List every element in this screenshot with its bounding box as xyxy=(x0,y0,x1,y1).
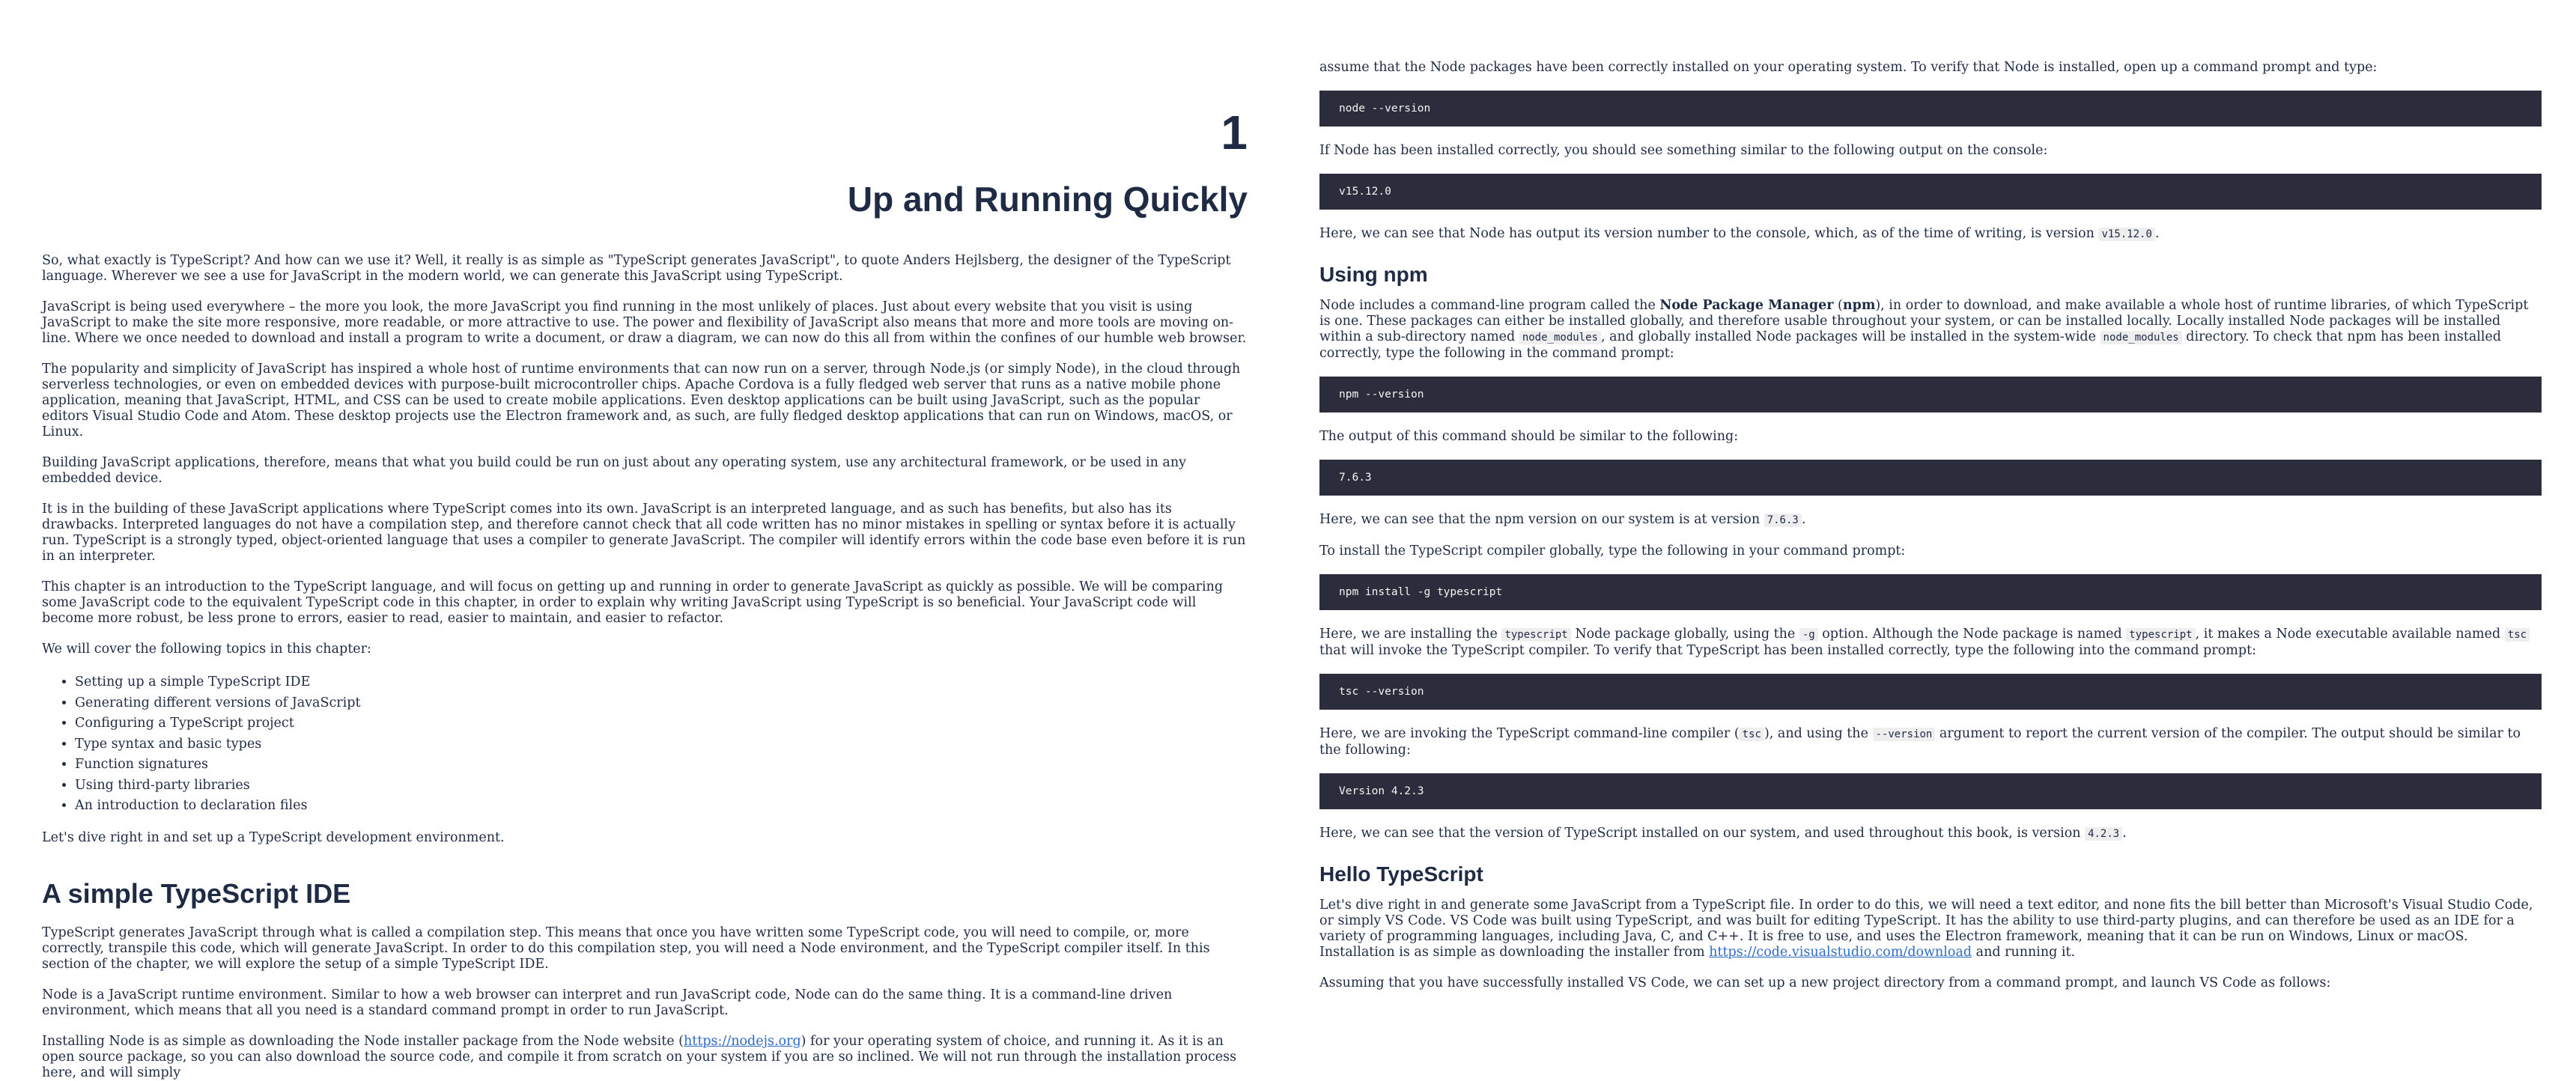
inline-code: 7.6.3 xyxy=(1764,514,1802,527)
intro-paragraph: Building JavaScript applications, therefore, means that what you build could be run on just about any operating system, use any architectural framework, or be used in any embedded device. xyxy=(42,455,1186,486)
code-block: v15.12.0 xyxy=(1319,174,2542,210)
section-paragraph: Node is a JavaScript runtime environment. Similar to how a web browser can interpret and run JavaScript code, Node can do the same thing. It is a command-line driven environment, which means that all you need is a standard command prompt in order to run JavaScript. xyxy=(42,987,1173,1018)
inline-code: tsc xyxy=(1740,728,1764,741)
paragraph: Let's dive right in and generate some JavaScript from a TypeScript file. In order to do this, we will need a text editor, and none fits the bill better than Microsoft's Visual Studio Code, or simply VS Code. VS Code was built using TypeScript, and was built for editing TypeScript. It has the ability to use third-party plugins, and can therefore be used as an IDE for a variety of programming languages, including Java, C, and C++. It is free to use, and uses the Electron framework, meaning that it can be run on Windows, Linux or macOS. Installation is as simple as downloading the installer from https://code.visualstudio.com/download and running it. xyxy=(1319,898,2533,960)
code-block: node --version xyxy=(1319,91,2542,127)
intro-paragraph: This chapter is an introduction to the TypeScript language, and will focus on getting up and running in order to generate JavaScript as quickly as possible. We will be comparing some JavaScript code to the equivalent TypeScript code in this chapter, in order to explain why writing JavaScript using TypeScript is so beneficial. Your JavaScript code will become more robust, be less prone to errors, easier to read, easier to maintain, and easier to refactor. xyxy=(42,579,1224,626)
paragraph: To install the TypeScript compiler globally, type the following in your command prompt: xyxy=(1319,543,1906,558)
inline-code: --version xyxy=(1873,728,1936,741)
section-paragraph: TypeScript generates JavaScript through what is called a compilation step. This means that once you have written some TypeScript code, you will need to compile, or, more correctly, transpile this code, which will generate JavaScript. In order to do this compilation step, you will need a Node environment, and the TypeScript compiler itself. In this section of the chapter, we will explore the setup of a simple TypeScript IDE. xyxy=(42,925,1210,972)
vscode-download-link[interactable]: https://code.visualstudio.com/download xyxy=(1709,945,1972,960)
list-item: • Using third-party libraries xyxy=(75,776,1248,797)
intro-paragraph: JavaScript is being used everywhere – the more you look, the more JavaScript you find running in the most unlikely of places. Just about every website that you visit is using JavaScript to make the site more responsive, more readable, or more attractive to use. The power and flexibility of JavaScript also means that more and more tools are moving on-line. Where we once needed to download and install a program to write a document, or draw a diagram, we can now do this all from within the confines of our humble web browser. xyxy=(42,299,1247,346)
list-item: • An introduction to declaration files xyxy=(75,796,1248,817)
topics-lead: We will cover the following topics in this chapter: xyxy=(42,642,371,657)
paragraph: Here, we are installing the typescript Node package globally, using the -g option. Although the Node package is named typescript , it makes a Node executable available named tsc that will invoke the TypeScript compiler. To verify that TypeScript has been installed correctly, type the following into the command prompt: xyxy=(1319,627,2542,659)
paragraph: Assuming that you have successfully installed VS Code, we can set up a new project directory from a command prompt, and launch VS Code as follows: xyxy=(1319,975,2331,990)
code-block: tsc --version xyxy=(1319,674,2542,710)
section-paragraph: Installing Node is as simple as downloading the Node installer package from the Node website (https://nodejs.org) for your operating system of choice, and running it. As it is an open source package, so you can also download the source code, and compile it from scratch on your system if you are so inclined. We will not run through the installation process here, and will simply xyxy=(42,1033,1237,1080)
paragraph: Here, we are invoking the TypeScript command-line compiler ( tsc ), and using the --version argument to report the current version of the compiler. The output should be similar to the following: xyxy=(1319,726,2521,758)
inline-code: typescript xyxy=(2126,628,2195,642)
code-block: 7.6.3 xyxy=(1319,460,2542,496)
list-item: • Configuring a TypeScript project xyxy=(75,713,1248,734)
chapter-number: 1 xyxy=(1221,106,1248,159)
intro-paragraph: So, what exactly is TypeScript? And how can we use it? Well, it really is as simple as "TypeScript generates JavaScript", to quote Anders Hejlsberg, the designer of the TypeScript language. Wherever we see a use for JavaScript in the modern world, we can generate this JavaScript using TypeScript. xyxy=(42,253,1231,284)
inline-code: tsc xyxy=(2505,628,2530,642)
paragraph: Node includes a command-line program called the Node Package Manager (npm), in order to download, and make available a whole host of runtime libraries, of which TypeScript is one. These packages can either be installed globally, and therefore usable throughout your system, or can be installed locally. Locally installed Node packages will be installed within a sub-directory named node_modules , and globally installed Node packages will be installed in the system-wide node_modules directory. To check that npm has been installed correctly, type the following in the command prompt: xyxy=(1319,298,2529,361)
paragraph: Here, we can see that the version of TypeScript installed on our system, and used throughout this book, is version 4.2.3 . xyxy=(1319,826,2127,841)
inline-code: typescript xyxy=(1501,628,1570,642)
nodejs-link[interactable]: https://nodejs.org xyxy=(684,1033,801,1049)
section-heading: A simple TypeScript IDE xyxy=(42,877,351,909)
topics-list xyxy=(42,672,1248,817)
code-block: npm --version xyxy=(1319,377,2542,412)
paragraph: If Node has been installed correctly, you should see something similar to the following output on the console: xyxy=(1319,143,2048,158)
chapter-title: Up and Running Quickly xyxy=(847,180,1248,219)
list-item: • Type syntax and basic types xyxy=(75,734,1248,755)
paragraph: Here, we can see that Node has output its version number to the console, which, as of the time of writing, is version v15.12.0 . xyxy=(1319,226,2160,241)
inline-code: v15.12.0 xyxy=(2098,228,2154,241)
paragraph: assume that the Node packages have been correctly installed on your operating system. To verify that Node is installed, open up a command prompt and type: xyxy=(1319,60,2378,75)
intro-paragraph: It is in the building of these JavaScript applications where TypeScript comes into its own. JavaScript is an interpreted language, and as such has benefits, but also has its drawbacks. Interpreted languages do not have a compilation step, and therefore cannot check that all code written has no minor mistakes in spelling or syntax before it is actually run. TypeScript is a strongly typed, object-oriented language that uses a compiler to generate JavaScript. The compiler will identify errors within the code base even before it is run in an interpreter. xyxy=(42,502,1246,564)
inline-code: 4.2.3 xyxy=(2085,827,2122,841)
list-item: • Setting up a simple TypeScript IDE xyxy=(75,672,1248,693)
inline-code: node_modules xyxy=(2100,331,2182,344)
section-heading: Using npm xyxy=(1319,263,1428,286)
left-page xyxy=(0,0,1288,1078)
paragraph: The output of this command should be similar to the following: xyxy=(1319,429,1739,444)
list-item: • Function signatures xyxy=(75,755,1248,776)
section-heading: Hello TypeScript xyxy=(1319,862,1483,886)
paragraph: Here, we can see that the npm version on our system is at version 7.6.3 . xyxy=(1319,512,1806,527)
intro-paragraph: The popularity and simplicity of JavaScript has inspired a whole host of runtime environments that can now run on a server, through Node.js (or simply Node), in the cloud through serverless technologies, or even on embedded devices with purpose-built microcontroller chips. Apache Cordova is a fully fledged web server that runs as a native mobile phone application, meaning that JavaScript, HTML, and CSS can be used to create mobile applications. Even desktop applications can be built using JavaScript, such as the popular editors Visual Studio Code and Atom. These desktop projects use the Electron framework and, as such, are fully fledged desktop applications that can run on Windows, macOS, or Linux. xyxy=(42,362,1241,439)
inline-code: node_modules xyxy=(1519,331,1601,344)
list-item: • Generating different versions of JavaScript xyxy=(75,693,1248,714)
inline-code: -g xyxy=(1799,628,1818,642)
closing-paragraph: Let's dive right in and set up a TypeScript development environment. xyxy=(42,829,505,845)
right-page xyxy=(1288,0,2576,1078)
code-block: Version 4.2.3 xyxy=(1319,773,2542,809)
code-block: npm install -g typescript xyxy=(1319,574,2542,610)
